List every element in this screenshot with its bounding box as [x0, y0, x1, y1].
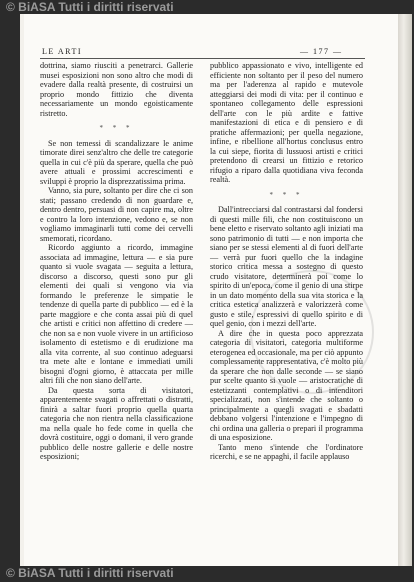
- paragraph: dottrina, siamo riusciti a penetrarci. Gallerie musei esposizioni non sono altro che modi di evadere dalla realtà presente, di costruirsi un proprio mondo fittizio che diventa necessariamente un mondo egoisticamente ristretto.: [40, 61, 193, 118]
- watermark-top: © BiASA Tutti i diritti riservati: [6, 0, 174, 14]
- page-number-dash-left: —: [300, 47, 310, 56]
- page-edge: [398, 14, 412, 566]
- header-rule: [40, 58, 365, 59]
- watermark-bottom: © BiASA Tutti i diritti riservati: [6, 566, 174, 580]
- section-separator: * * *: [99, 124, 134, 132]
- paragraph: Vanno, sia pure, soltanto per dire che ci son stati; passano credendo di non guardare e, dentro dentro, persuasi di non capire ma, oltre e contro la loro intenzione, vedono e, se non vogliamo immaginarli tutti come dei cervelli smemorati, ricordano.: [40, 186, 193, 243]
- paragraph: Ricordo aggiunto a ricordo, immagine associata ad immagine, lettura — e sia pure quanto si vuole svagata — seguita a lettura, discorso a discorso, questi sono pur gli elementi dei quali si vengono via via formando le preferenze le simpatie le tendenze di quella parte di pubblico — ed è la parte maggiore e che conta assai più di quel che artisti e critici non affettino di credere — che non sa e non vuole vivere in un artificioso isolamento di estetismo e di erudizione ma alla vita corrente, al suo continuo adeguarsi tra mete alte e lontane e immediati umili bisogni d'ogni giorno, è attaccata per mille altri fili che non siano dell'arte.: [40, 243, 193, 385]
- text-column-left: [40, 61, 193, 462]
- running-title: LE ARTI: [42, 47, 83, 56]
- section-separator: * * *: [269, 190, 304, 199]
- paragraph: pubblico appassionato e vivo, intelligente ed efficiente non soltanto per il peso del numero ma per l'aderenza al rapido e mutevole atteggiarsi dei modi di vita: per il continuo e spontaneo collegamento delle espressioni dell'arte con le più ardite e fattive manifestazioni di etica e di pensiero e di pratiche affermazioni; per quella negazione, infine, e ribellione all'hortus conclusus entro la cui siepe, fiorita di lussuosi artisti e critici pretendono di crearsi un fittizio e retorico rifugio a riparo dalla quotidiana viva feconda realtà.: [210, 61, 363, 184]
- paragraph: Se non temessi di scandalizzare le anime timorate direi senz'altro che delle tre categorie quella in cui c'è più da sperare, quella che può avere attuali e prossimi accrescimenti e sviluppi è proprio la disprezzatissima prima.: [40, 138, 193, 186]
- page-number-value: 177: [313, 47, 330, 56]
- paragraph: Da questa sorta di visitatori, apparentemente svagati o affrettati o distratti, finirà a saltar fuori proprio quella quarta categoria che non rientra nella classificazione ma nella quale ho fede come in quella che dovrà costituire, oggi o domani, il vero grande pubblico delle nostre gallerie e delle nostre esposizioni;: [40, 385, 193, 461]
- text-column-right: [210, 61, 363, 462]
- page-number: [300, 47, 343, 56]
- paragraph: Tanto meno s'intende che l'ordinatore ricerchi, e se ne appaghi, il facile applauso: [210, 442, 363, 461]
- paragraph: Dall'intrecciarsi dal contrastarsi dal fondersi di questi mille fili, che non costituiscono un bene eletto e riservato soltanto agli iniziati ma sono patrimonio di tutti — e non importa che siano per se stessi elementi al di fuori dell'arte — verrà pur fuori quello che la indagine storico critica messa a sostegno di questo crudo visitatore, determinerà poi come lo spirito di un'epoca, come il genio di una stirpe in un dato momento della sua vita storica e la critica estetica analizzerà e valorizzerà come gusto e stile, espressivi di quello spirito e di quel genio, con i mezzi dell'arte.: [210, 205, 363, 328]
- page-number-dash-right: —: [333, 47, 343, 56]
- paragraph: A dire che in questa poco apprezzata categoria di visitatori, categoria multiforme eterogenea ed occasionale, ma per ciò appunto complessamente rappresentativa, c'è molto più da sperare che non dalle seconde — se siano pur scelte quanto si vuole — aristocratiche di estetizzanti contemplativi o di intenditori specializzati, non s'intende che soltanto o principalmente a quegli svagati e sbadatti debbano volgersi l'intenzione e l'impegno di chi ordina una galleria o prepari il programma di una esposizione.: [210, 328, 363, 442]
